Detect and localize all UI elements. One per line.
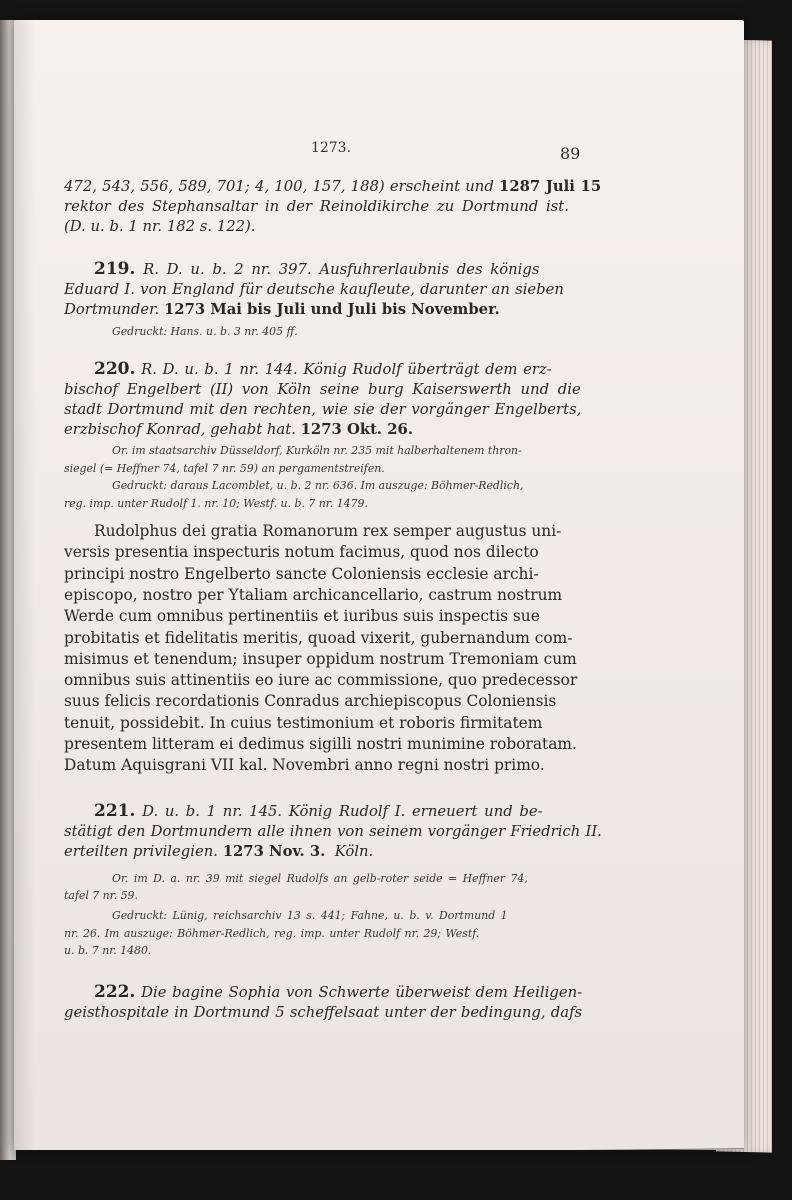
- text-span: Dortmunder.: [64, 301, 160, 318]
- entry-219: [64, 259, 604, 340]
- print-note: Gedruckt: Lünig, reichsarchiv 13 s. 441; Fahne, u. b. v. Dortmund 1: [112, 909, 508, 923]
- source-note: Or. im D. a. nr. 39 mit siegel Rudolfs an gelb-roter seide = Heffner 74,: [112, 871, 528, 885]
- book-page: [14, 20, 744, 1150]
- entry-line: stadt Dortmund mit den rechten, wie sie der vorgänger Engelberts,: [64, 401, 582, 419]
- charter-line: misimus et tenendum; insuper oppidum nostrum Tremoniam cum: [64, 649, 577, 668]
- text-span: Die bagine Sophia von Schwerte überweist dem Heiligen-: [141, 983, 583, 1001]
- print-note: Gedruckt: daraus Lacomblet, u. b. 2 nr. 636. Im auszuge: Böhmer-Redlich,: [112, 479, 524, 493]
- source-note: tafel 7 nr. 59.: [64, 889, 138, 902]
- text-span: R. D. u. b. 2 nr. 397. Ausfuhrerlaubnis des königs: [143, 261, 540, 278]
- charter-line: tenuit, possidebit. In cuius testimonium et roboris firmitatem: [64, 713, 543, 732]
- source-note: Or. im staatsarchiv Düsseldorf, Kurköln nr. 235 mit halberhaltenem thron-: [112, 444, 522, 458]
- entry-heading-line: [64, 359, 604, 380]
- text-span: R. D. u. b. 1 nr. 144. König Rudolf überträgt dem erz-: [141, 361, 552, 379]
- running-head: 1273.: [310, 140, 352, 156]
- charter-line: Rudolphus dei gratia Romanorum rex semper augustus uni-: [94, 522, 562, 541]
- charter-line: principi nostro Engelberto sancte Coloniensis ecclesie archi-: [64, 564, 539, 583]
- entry-line: [64, 842, 604, 862]
- continuation-line-2: rektor des Stephansaltar in der Reinoldikirche zu Dortmund ist.: [64, 198, 569, 215]
- entry-222: [64, 982, 604, 1023]
- charter-line: presentem litteram ei dedimus sigilli nostri munimine roboratam.: [64, 735, 577, 753]
- continuation-line-1: [64, 177, 604, 197]
- source-note: siegel (= Heffner 74, tafel 7 nr. 59) an pergamentstreifen.: [64, 461, 385, 475]
- entry-number: 220.: [94, 359, 136, 380]
- charter-line: versis presentia inspecturis notum facimus, quod nos dilecto: [64, 543, 539, 562]
- charter-line: Werde cum omnibus pertinentiis et iuribus suis inspectis sue: [64, 607, 540, 626]
- page-body: [64, 177, 604, 1023]
- charter-line: omnibus suis attinentiis eo iure ac commissione, quo predecessor: [64, 671, 578, 690]
- date-span: 1273 Okt. 26.: [300, 421, 413, 439]
- entry-line: stätigt den Dortmundern alle ihnen von seinem vorgänger Friedrich II.: [64, 822, 602, 840]
- charter-line: episcopo, nostro per Ytaliam archicancellario, castrum nostrum: [64, 585, 563, 604]
- charter-line: probitatis et fidelitatis meritis, quoad vixerit, gubernandum com-: [64, 628, 573, 647]
- charter-line: suus felicis recordationis Conradus archiepiscopus Coloniensis: [64, 692, 557, 711]
- text-span: erteilten privilegien.: [64, 842, 218, 860]
- text-span: D. u. b. 1 nr. 145. König Rudolf I. erneuert und be-: [142, 802, 543, 820]
- entry-heading-line: [64, 801, 604, 822]
- text-span: 472, 543, 556, 589, 701; 4, 100, 157, 188) erscheint und: [64, 178, 494, 195]
- place-span: Köln.: [334, 842, 374, 860]
- entry-line: Eduard I. von England für deutsche kaufleute, darunter an sieben: [64, 281, 564, 298]
- print-note: nr. 26. Im auszuge: Böhmer-Redlich, reg. imp. unter Rudolf nr. 29; Westf.: [64, 926, 480, 940]
- date-span: 1273 Nov. 3.: [222, 842, 326, 860]
- entry-line: bischof Engelbert (II) von Köln seine burg Kaiserswerth und die: [64, 381, 581, 399]
- continuation-line-3: (D. u. b. 1 nr. 182 s. 122).: [64, 218, 256, 235]
- page-number: 89: [560, 144, 581, 163]
- charter-text: [64, 521, 604, 777]
- text-span: erzbischof Konrad, gehabt hat.: [64, 421, 296, 439]
- entry-heading-line: [64, 259, 604, 280]
- print-note: reg. imp. unter Rudolf 1. nr. 10; Westf. u. b. 7 nr. 1479.: [64, 496, 368, 510]
- entry-line: geisthospitale in Dortmund 5 scheffelsaat unter der bedingung, dafs: [64, 1003, 583, 1021]
- date-span: 1273 Mai bis Juli und Juli bis November.: [163, 301, 500, 318]
- date-span: 1287 Juli 15: [499, 178, 602, 195]
- entry-number: 222.: [94, 981, 136, 1002]
- bottom-rule: [214, 1148, 744, 1150]
- entry-line: [64, 300, 604, 320]
- entry-220: [64, 359, 604, 776]
- entry-number: 219.: [94, 259, 136, 279]
- page-header: [14, 126, 744, 163]
- charter-line: Datum Aquisgrani VII kal. Novembri anno regni nostri primo.: [64, 756, 545, 775]
- entry-number: 221.: [94, 800, 136, 821]
- print-note: u. b. 7 nr. 1480.: [64, 944, 152, 958]
- print-note: Gedruckt: Hans. u. b. 3 nr. 405 ff.: [112, 325, 298, 338]
- entry-heading-line: [64, 982, 604, 1003]
- entry-221: [64, 801, 604, 960]
- entry-line: [64, 420, 604, 440]
